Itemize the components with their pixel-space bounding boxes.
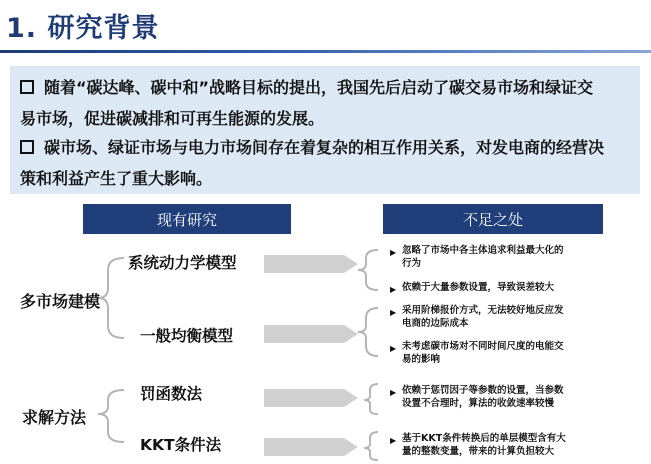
arrow-icon (264, 323, 360, 345)
issue-item (390, 340, 627, 366)
issue-text-line2: 设置不合理时，算法的收敛速率较慢 (402, 398, 555, 409)
issue-item (390, 304, 627, 330)
header-shortcomings: 不足之处 (383, 204, 603, 234)
issue-brace-2 (358, 308, 378, 356)
issue-text-line1: 依赖于惩罚因子等参数的设置，当参数 (402, 385, 564, 396)
issue-text-line2: 电商的边际成本 (402, 318, 469, 329)
intro-bullet-1-line2: 易市场，促进碳减排和可再生能源的发展。 (20, 109, 325, 128)
triangle-bullet-icon: ▶ (390, 344, 397, 353)
issue-item (390, 384, 627, 410)
issue-item (390, 432, 627, 458)
triangle-bullet-icon: ▶ (390, 388, 397, 397)
method-general-equilibrium: 一般均衡模型 (140, 327, 234, 345)
arrow-icon (264, 387, 360, 409)
header-existing-research: 现有研究 (83, 204, 291, 234)
issue-text-line1: 基于KKT条件转换后的单层模型含有大 (402, 433, 566, 444)
method-penalty-function: 罚函数法 (140, 385, 203, 403)
issue-text-line2: 量的整数变量，带来的计算负担较大 (402, 446, 555, 457)
arrow-icon (264, 253, 360, 275)
intro-bullet-1-line1: 随着“碳达峰、碳中和”战略目标的提出，我国先后启动了碳交易市场和绿证交 (44, 78, 594, 97)
triangle-bullet-icon: ▶ (390, 248, 397, 257)
triangle-bullet-icon: ▶ (390, 436, 397, 445)
issue-text-line1: 忽略了市场中各主体追求利益最大化的 (402, 245, 564, 256)
issue-text-line1: 依赖于大量参数设置，导致误差较大 (402, 282, 555, 293)
issue-text-line1: 采用阶梯报价方式，无法较好地反应发 (402, 305, 564, 316)
issue-brace-3 (364, 384, 378, 414)
issue-brace-4 (364, 432, 378, 460)
method-system-dynamics: 系统动力学模型 (128, 254, 237, 272)
intro-bullet-2-line2: 策和利益产生了重大影响。 (20, 169, 213, 188)
category-brace-modeling (98, 258, 124, 338)
issue-text-line2: 易的影响 (402, 354, 441, 365)
issue-text-line2: 行为 (402, 258, 422, 269)
intro-bullet-2-line1: 碳市场、绿证市场与电力市场间存在着复杂的相互作用关系，对发电商的经营决 (44, 138, 605, 157)
category-label-modeling: 多市场建模 (20, 292, 101, 311)
method-kkt: KKT条件法 (140, 436, 222, 454)
page-title: 1. 研究背景 (6, 13, 160, 44)
category-label-solving: 求解方法 (22, 408, 87, 427)
issue-item (390, 281, 627, 294)
arrow-icon (264, 436, 360, 458)
issue-text-line1: 未考虑碳市场对不同时间尺度的电能交 (402, 341, 564, 352)
triangle-bullet-icon: ▶ (390, 285, 397, 294)
issue-item (390, 244, 627, 270)
category-brace-solving (98, 390, 124, 442)
triangle-bullet-icon: ▶ (390, 308, 397, 317)
issue-brace-1 (358, 250, 378, 290)
